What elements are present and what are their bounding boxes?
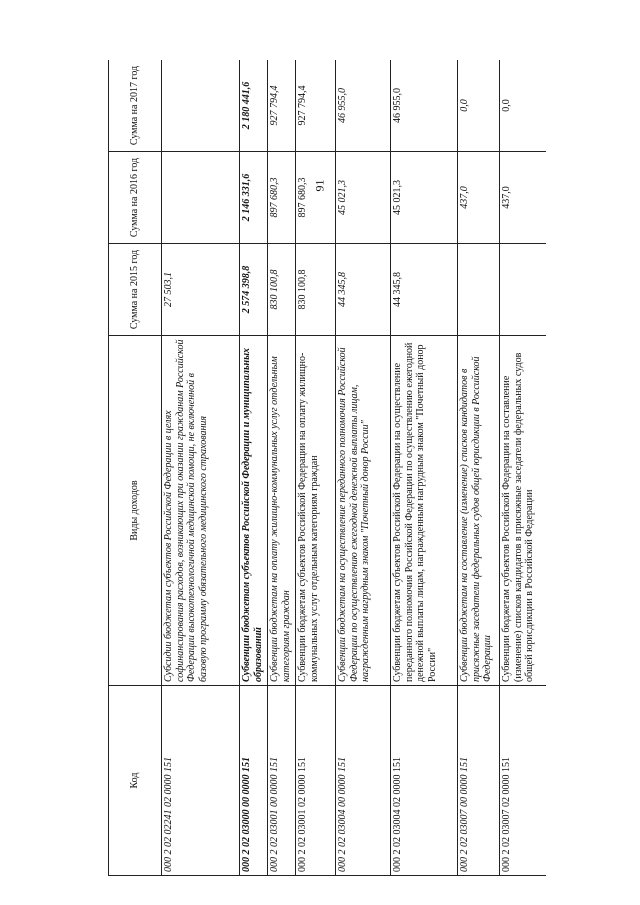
row-sum-2017: 46 955,0 xyxy=(391,60,458,152)
row-sum-2017: 0,0 xyxy=(458,60,500,152)
table-row xyxy=(391,60,458,876)
row-code: 000 2 02 03007 02 0000 151 xyxy=(500,686,547,876)
row-kind: Субвенции бюджетам субъектов Российской Федерации на осуществление переданного полномочия Российской Федерации по осуществлению ежегодной денежной выплаты лицам, награжденным нагрудным знаком "Почетный донор России" xyxy=(391,336,458,686)
row-sum-2016: 45 021,3 xyxy=(391,152,458,244)
row-sum-2017: 927 794,4 xyxy=(296,60,336,152)
header-code: Код xyxy=(109,686,162,876)
row-kind: Субвенции бюджетам субъектов Российской Федерации на оплату жилищно-коммунальных услуг отдельным категориям граждан xyxy=(296,336,336,686)
row-code: 000 2 02 03004 02 0000 151 xyxy=(391,686,458,876)
row-sum-2016: 437,0 xyxy=(500,152,547,244)
row-code: 000 2 02 03004 00 0000 151 xyxy=(336,686,391,876)
row-code: 000 2 02 03000 00 0000 151 xyxy=(240,686,268,876)
header-sum-2016: Сумма на 2016 год xyxy=(109,152,162,244)
row-code: 000 2 02 03001 02 0000 151 xyxy=(296,686,336,876)
rotated-table-area xyxy=(108,60,546,876)
row-kind: Субвенции бюджетам субъектов Российской Федерации на составление (изменение) списков кандидатов в присяжные заседатели федеральных судов общей юрисдикции в Российской Федерации xyxy=(500,336,547,686)
row-sum-2015: 44 345,8 xyxy=(391,244,458,336)
header-row xyxy=(109,60,162,876)
row-sum-2016: 897 680,3 xyxy=(296,152,336,244)
row-kind: Субвенции бюджетам на осуществление переданного полномочия Российской Федерации по осуществлению ежегодной денежной выплаты лицам, награжденным нагрудным знаком "Почетный донор России" xyxy=(336,336,391,686)
table-row xyxy=(162,60,240,876)
row-sum-2017: 0,0 xyxy=(500,60,547,152)
row-sum-2016: 897 680,3 xyxy=(268,152,296,244)
table-row xyxy=(500,60,547,876)
table-row xyxy=(296,60,336,876)
row-kind: Субвенции бюджетам на оплату жилищно-коммунальных услуг отдельным категориям граждан xyxy=(268,336,296,686)
row-sum-2017 xyxy=(162,60,240,152)
table-row xyxy=(336,60,391,876)
row-sum-2015 xyxy=(458,244,500,336)
row-code: 000 2 02 03007 00 0000 151 xyxy=(458,686,500,876)
row-sum-2015: 27 503,1 xyxy=(162,244,240,336)
row-sum-2017: 927 794,4 xyxy=(268,60,296,152)
row-sum-2015: 830 100,8 xyxy=(268,244,296,336)
row-kind: Субвенции бюджетам субъектов Российской Федерации и муниципальных образований xyxy=(240,336,268,686)
table-row xyxy=(458,60,500,876)
table-row xyxy=(240,60,268,876)
row-sum-2015: 2 574 398,8 xyxy=(240,244,268,336)
row-sum-2016 xyxy=(162,152,240,244)
row-sum-2015: 830 100,8 xyxy=(296,244,336,336)
row-sum-2016: 437,0 xyxy=(458,152,500,244)
row-sum-2017: 2 180 441,6 xyxy=(240,60,268,152)
header-kind: Виды доходов xyxy=(109,336,162,686)
row-kind: Субсидии бюджетам субъектов Российской Федерации в целях софинансирования расходов, возникающих при оказании гражданам Российской Федерации высокотехнологичной медицинской помощи, не включенной в базовую программу обязательного медицинского страхования xyxy=(162,336,240,686)
row-sum-2015 xyxy=(500,244,547,336)
row-sum-2015: 44 345,8 xyxy=(336,244,391,336)
row-sum-2016: 45 021,3 xyxy=(336,152,391,244)
page-number: 91 xyxy=(312,179,327,192)
header-sum-2015: Сумма на 2015 год xyxy=(109,244,162,336)
table-row xyxy=(268,60,296,876)
revenue-table xyxy=(108,60,546,876)
row-sum-2016: 2 146 331,6 xyxy=(240,152,268,244)
row-code: 000 2 02 03001 00 0000 151 xyxy=(268,686,296,876)
row-sum-2017: 46 955,0 xyxy=(336,60,391,152)
header-sum-2017: Сумма на 2017 год xyxy=(109,60,162,152)
row-code: 000 2 02 02241 02 0000 151 xyxy=(162,686,240,876)
row-kind: Субвенции бюджетам на составление (изменение) списков кандидатов в присяжные заседатели федеральных судов общей юрисдикции в Российской Федерации xyxy=(458,336,500,686)
